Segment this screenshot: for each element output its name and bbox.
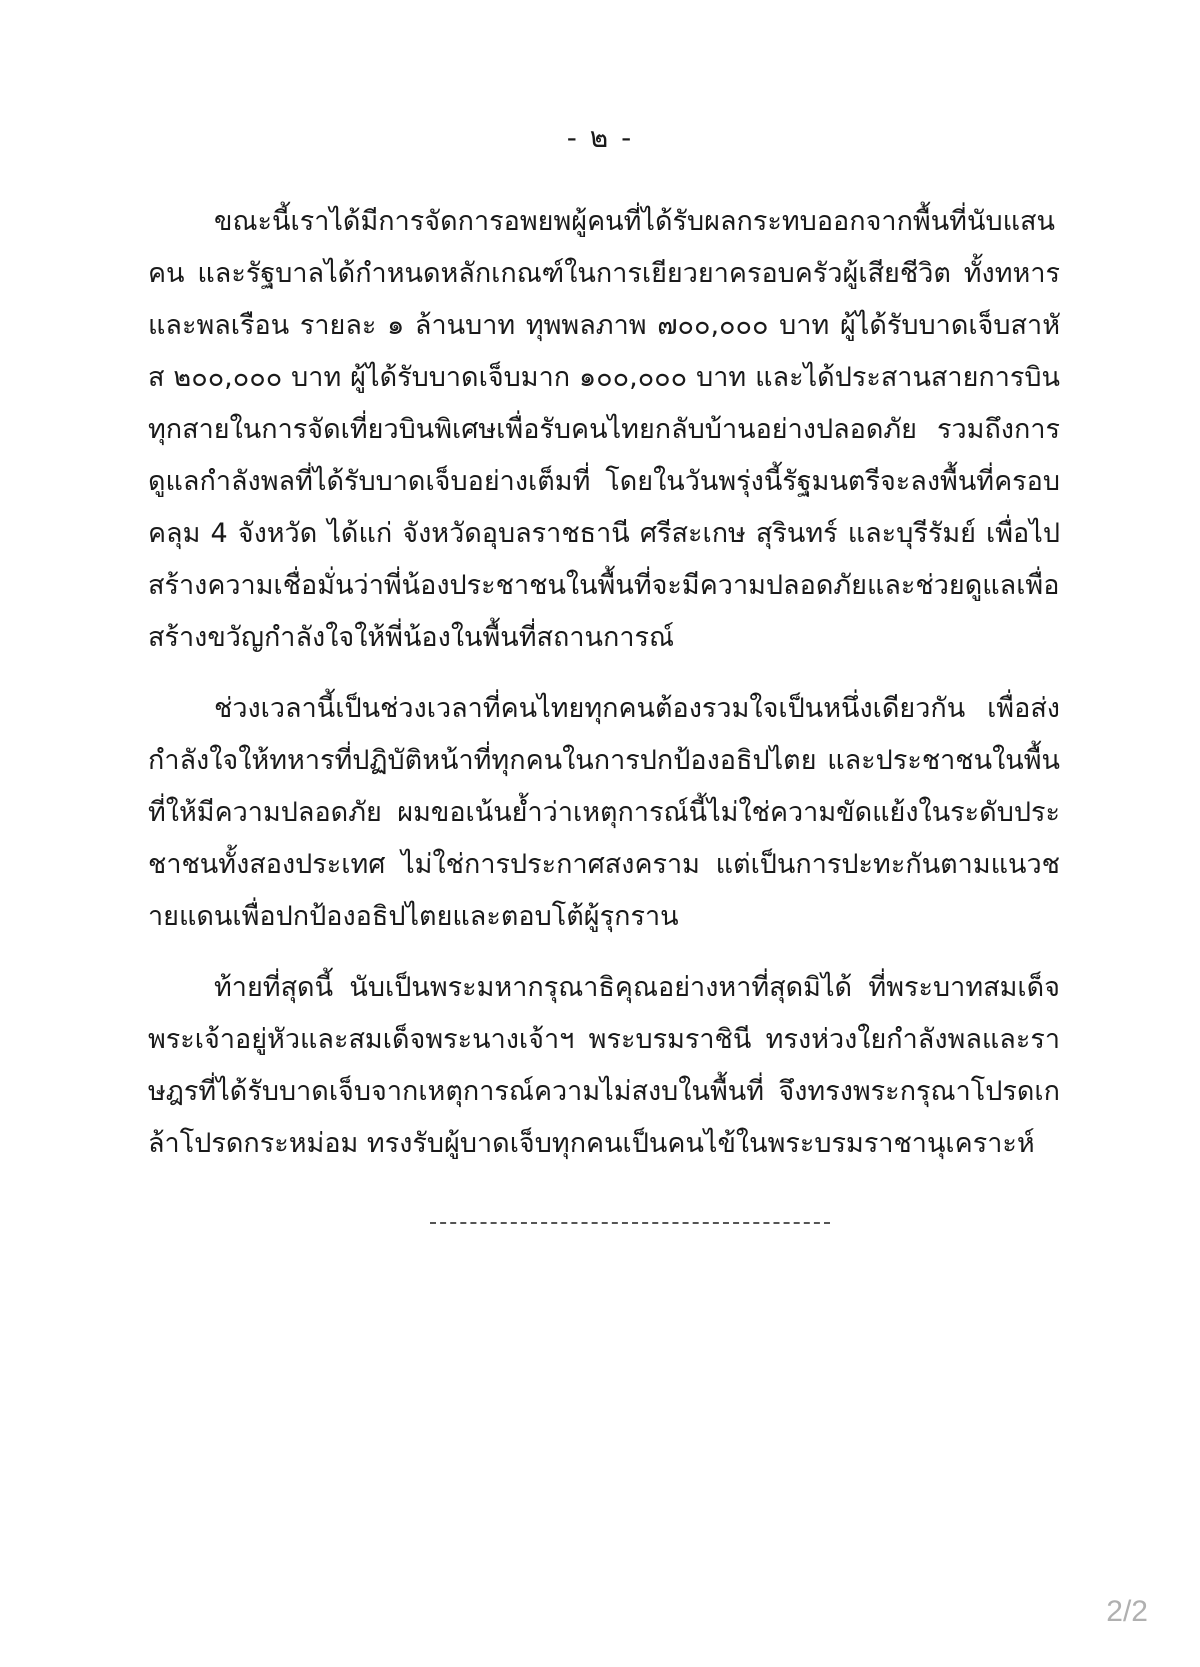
page-number: - ๒ - [566, 121, 634, 154]
page-indicator: 2/2 [1106, 1595, 1148, 1628]
paragraph-royal-patronage: ท้ายที่สุดนี้ นับเป็นพระมหากรุณาธิคุณอย่างหาที่สุดมิได้ ที่พระบาทสมเด็จพระเจ้าอยู่หัวและสมเด็จพระนางเจ้าฯ พระบรมราชินี ทรงห่วงใยกำลังพลและราษฎรที่ได้รับบาดเจ็บจากเหตุการณ์ความไม่สงบในพื้นที่ จึงทรงพระกรุณาโปรดเกล้าโปรดกระหม่อม ทรงรับผู้บาดเจ็บทุกคนเป็นคนไข้ในพระบรมราชานุเคราะห์ [148, 972, 1060, 1159]
paragraph-evacuation-compensation: ขณะนี้เราได้มีการจัดการอพยพผู้คนที่ได้รับผลกระทบออกจากพื้นที่นับแสนคน และรัฐบาลได้กำหนดหลักเกณฑ์ในการเยียวยาครอบครัวผู้เสียชีวิต ทั้งทหารและพลเรือน รายละ ๑ ล้านบาท ทุพพลภาพ ๗๐๐,๐๐๐ บาท ผู้ได้รับบาดเจ็บสาหัส ๒๐๐,๐๐๐ บาท ผู้ได้รับบาดเจ็บมาก ๑๐๐,๐๐๐ บาท และได้ประสานสายการบินทุกสายในการจัดเที่ยวบินพิเศษเพื่อรับคนไทยกลับบ้านอย่างปลอดภัย รวมถึงการดูแลกำลังพลที่ได้รับบาดเจ็บอย่างเต็มที่ โดยในวันพรุ่งนี้รัฐมนตรีจะลงพื้นที่ครอบคลุม 4 จังหวัด ได้แก่ จังหวัดอุบลราชธานี ศรีสะเกษ สุรินทร์ และบุรีรัมย์ เพื่อไปสร้างความเชื่อมั่นว่าพี่น้องประชาชนในพื้นที่จะมีความปลอดภัยและช่วยดูแลเพื่อสร้างขวัญกำลังใจให้พี่น้องในพื้นที่สถานการณ์ [148, 206, 1060, 653]
document-body [148, 196, 1060, 1189]
end-of-document-rule [430, 1222, 830, 1224]
paragraph-national-unity: ช่วงเวลานี้เป็นช่วงเวลาที่คนไทยทุกคนต้องรวมใจเป็นหนึ่งเดียวกัน เพื่อส่งกำลังใจให้ทหารที่ปฏิบัติหน้าที่ทุกคนในการปกป้องอธิปไตย และประชาชนในพื้นที่ให้มีความปลอดภัย ผมขอเน้นย้ำว่าเหตุการณ์นี้ไม่ใช่ความขัดแย้งในระดับประชาชนทั้งสองประเทศ ไม่ใช่การประกาศสงคราม แต่เป็นการปะทะกันตามแนวชายแดนเพื่อปกป้องอธิปไตยและตอบโต้ผู้รุกราน [148, 693, 1060, 932]
